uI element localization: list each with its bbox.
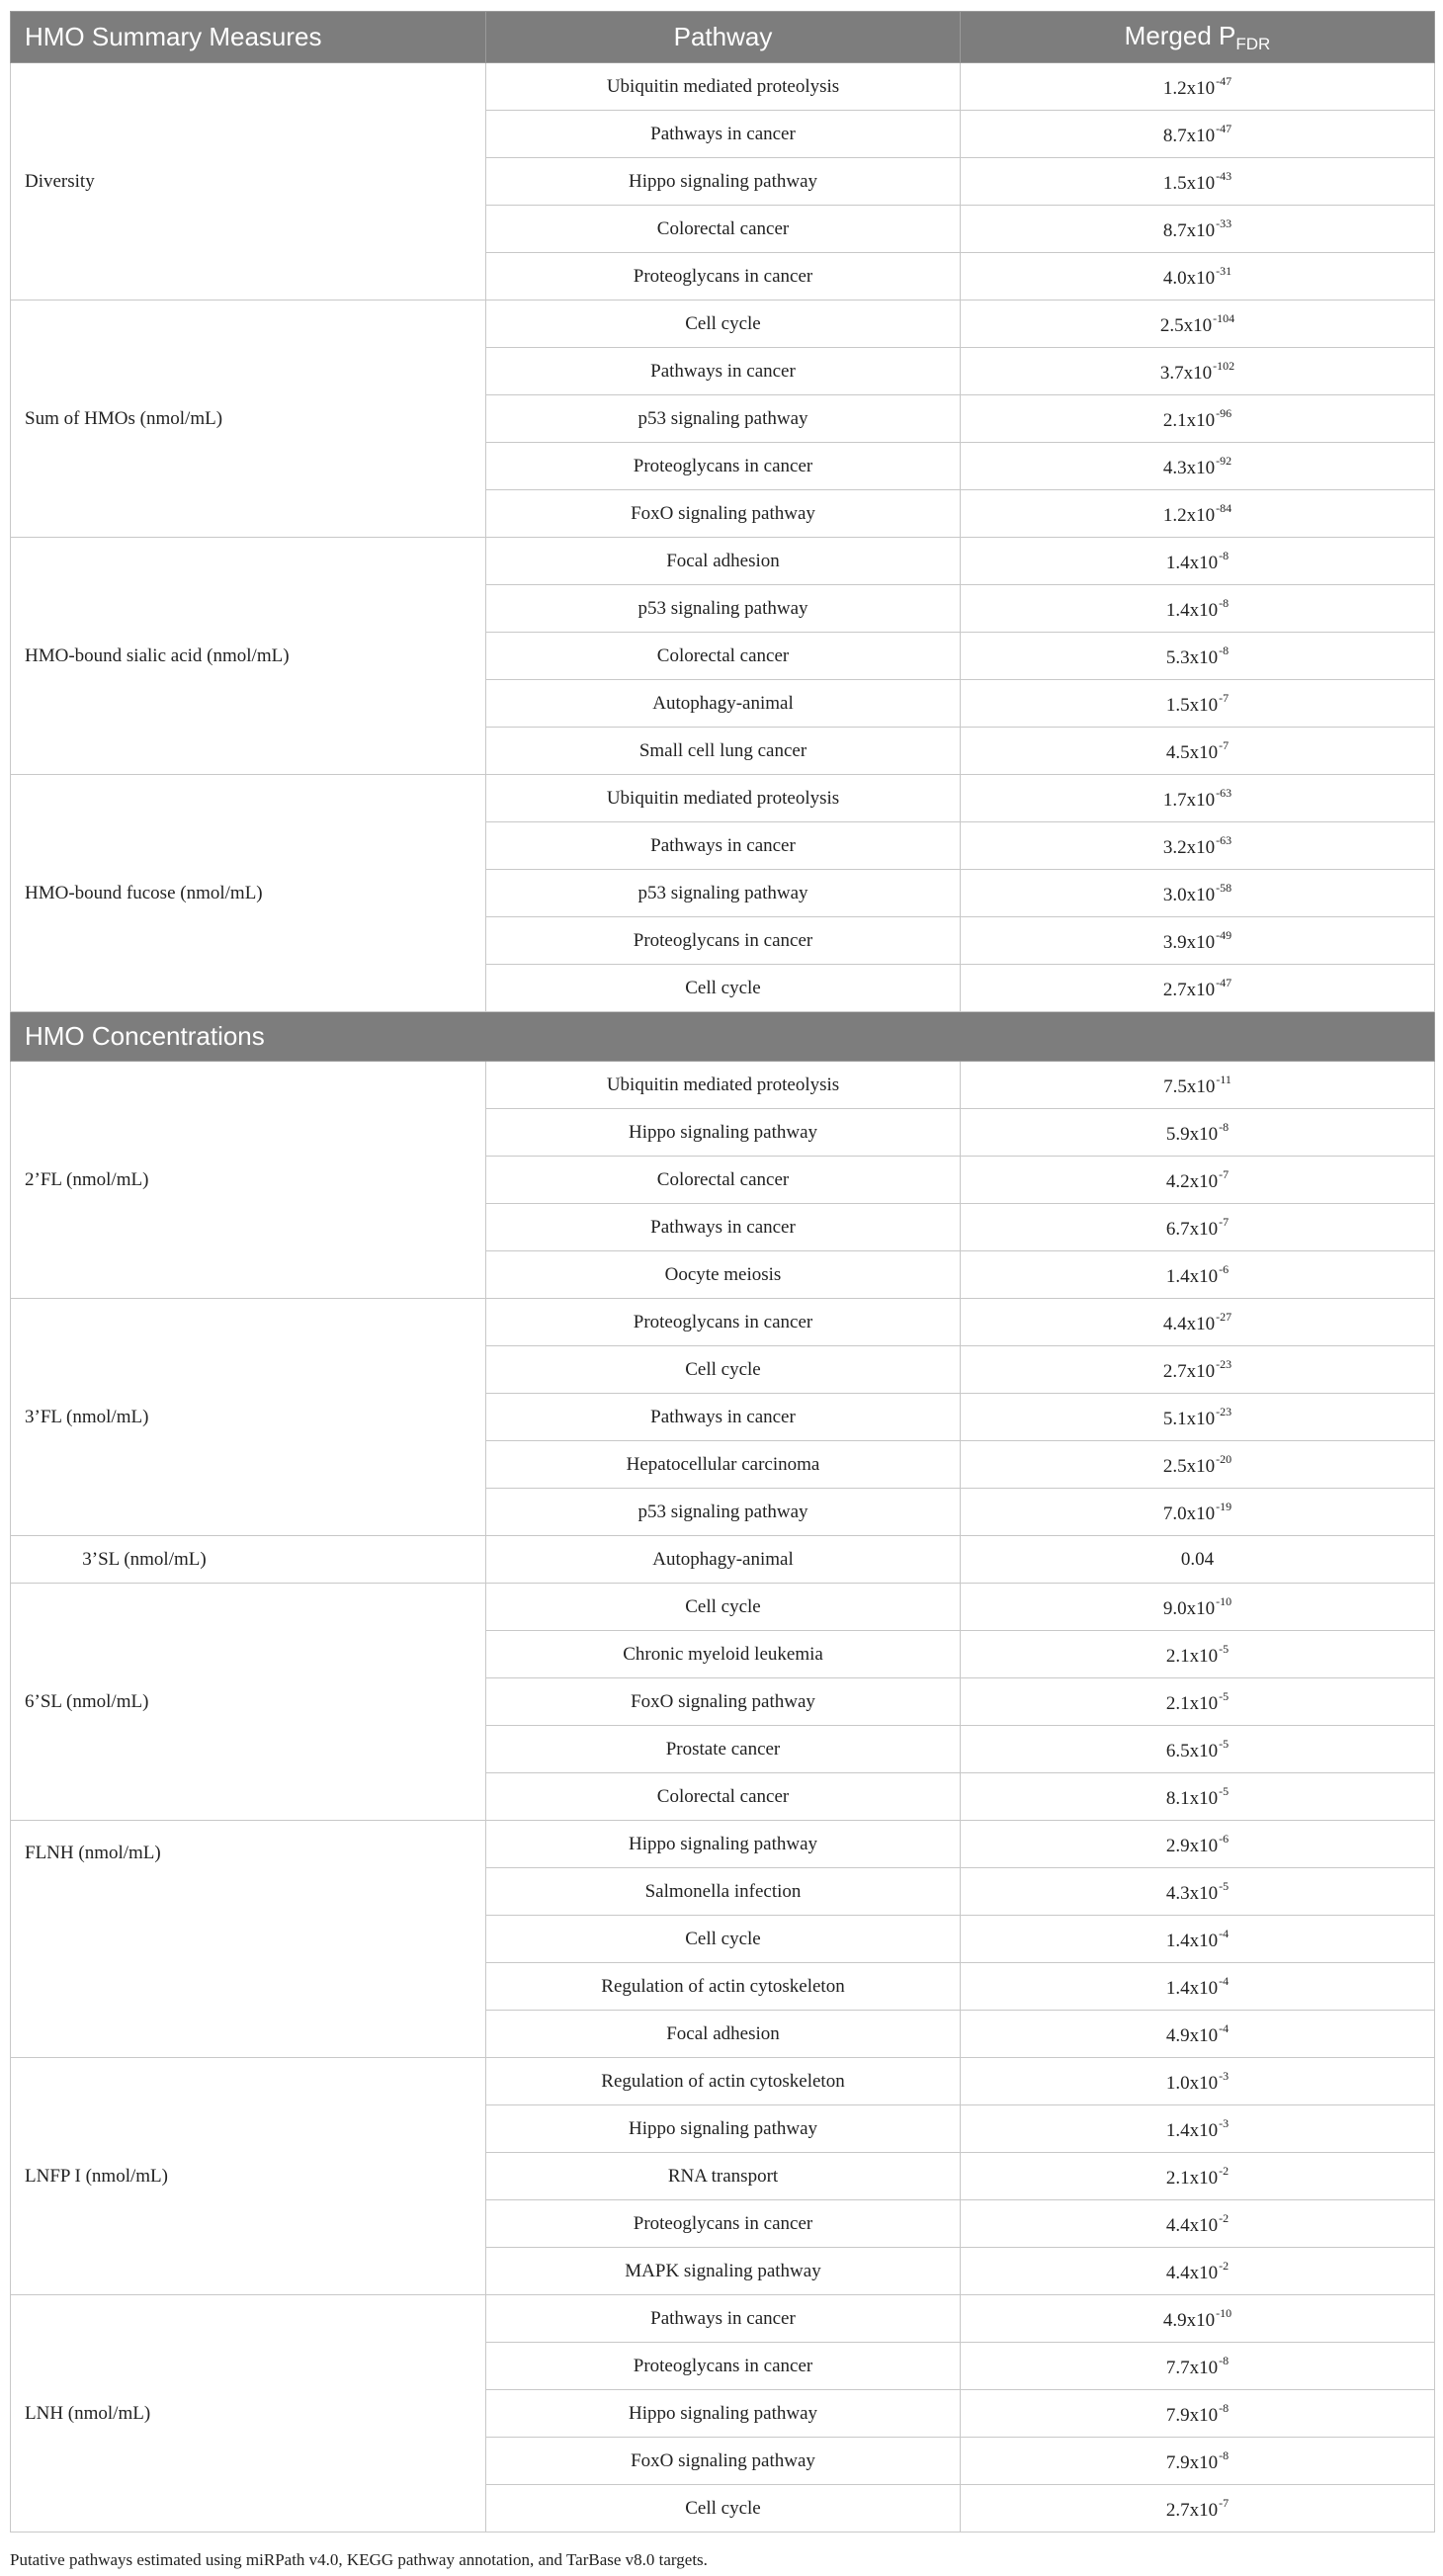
summary-measure-cell: Sum of HMOs (nmol/mL) bbox=[11, 301, 486, 538]
p-value-cell bbox=[961, 680, 1435, 728]
p-value-exponent: -8 bbox=[1219, 1119, 1230, 1134]
pathway-cell: p53 signaling pathway bbox=[486, 870, 961, 917]
p-value-cell bbox=[961, 158, 1435, 206]
p-value-mantissa: 6.7x10 bbox=[1165, 1218, 1219, 1240]
pathway-cell: Hepatocellular carcinoma bbox=[486, 1441, 961, 1489]
p-value-mantissa: 4.3x10 bbox=[1165, 1882, 1219, 1904]
p-value-mantissa: 8.7x10 bbox=[1162, 125, 1216, 146]
pathway-cell: MAPK signaling pathway bbox=[486, 2248, 961, 2295]
summary-measure-cell: 2’FL (nmol/mL) bbox=[11, 1062, 486, 1299]
p-value-mantissa: 1.4x10 bbox=[1165, 1930, 1219, 1951]
p-value-cell bbox=[961, 2105, 1435, 2153]
p-value-cell bbox=[961, 1204, 1435, 1251]
p-value-exponent: -6 bbox=[1219, 1831, 1230, 1846]
p-value-cell bbox=[961, 395, 1435, 443]
table-row bbox=[11, 301, 1435, 348]
p-value-mantissa: 8.7x10 bbox=[1162, 219, 1216, 241]
p-value-cell bbox=[961, 917, 1435, 965]
p-value-cell bbox=[961, 1821, 1435, 1868]
p-value-cell bbox=[961, 1726, 1435, 1773]
p-value-cell bbox=[961, 2248, 1435, 2295]
p-value-exponent: -104 bbox=[1213, 310, 1235, 325]
p-value-exponent: -8 bbox=[1219, 643, 1230, 657]
p-value-mantissa: 7.5x10 bbox=[1163, 1075, 1216, 1097]
pathway-cell: Proteoglycans in cancer bbox=[486, 1299, 961, 1346]
pathway-cell: FoxO signaling pathway bbox=[486, 2438, 961, 2485]
p-value-mantissa: 2.9x10 bbox=[1165, 1835, 1219, 1856]
pathway-cell: Cell cycle bbox=[486, 1584, 961, 1631]
p-value-cell bbox=[961, 1489, 1435, 1536]
p-value-cell bbox=[961, 2485, 1435, 2533]
p-value-cell bbox=[961, 1631, 1435, 1678]
table-footnote: Putative pathways estimated using miRPath v4.0, KEGG pathway annotation, and TarBase v8.0 targets. bbox=[10, 2550, 708, 2569]
summary-measure-cell: LNFP I (nmol/mL) bbox=[11, 2058, 486, 2295]
summary-measure-cell: LNH (nmol/mL) bbox=[11, 2295, 486, 2533]
p-value-mantissa: 1.4x10 bbox=[1165, 552, 1219, 573]
pathway-cell: Chronic myeloid leukemia bbox=[486, 1631, 961, 1678]
pathway-cell: Proteoglycans in cancer bbox=[486, 253, 961, 301]
p-value-cell bbox=[961, 775, 1435, 822]
p-value-cell bbox=[961, 728, 1435, 775]
pathway-cell: Focal adhesion bbox=[486, 538, 961, 585]
pathway-cell: Hippo signaling pathway bbox=[486, 2105, 961, 2153]
header-fdr-subscript: FDR bbox=[1235, 34, 1271, 53]
p-value-mantissa: 4.0x10 bbox=[1162, 267, 1216, 289]
p-value-cell bbox=[961, 2343, 1435, 2390]
p-value-cell bbox=[961, 1678, 1435, 1726]
table-row bbox=[11, 2058, 1435, 2105]
table-header-row bbox=[11, 12, 1435, 63]
p-value-cell bbox=[961, 63, 1435, 111]
p-value-exponent: -92 bbox=[1216, 453, 1232, 468]
pathway-cell: Proteoglycans in cancer bbox=[486, 2200, 961, 2248]
p-value-cell bbox=[961, 633, 1435, 680]
p-value-cell bbox=[961, 2390, 1435, 2438]
p-value-cell bbox=[961, 2295, 1435, 2343]
p-value-exponent: -8 bbox=[1219, 2447, 1230, 2462]
p-value-cell bbox=[961, 1157, 1435, 1204]
header-merged-p-fdr bbox=[961, 12, 1435, 63]
pathway-cell: Salmonella infection bbox=[486, 1868, 961, 1916]
section-header-row bbox=[11, 1012, 1435, 1062]
header-hmo-summary-measures: HMO Summary Measures bbox=[11, 12, 486, 63]
p-value-mantissa: 3.9x10 bbox=[1162, 931, 1216, 953]
p-value-exponent: -5 bbox=[1219, 1641, 1230, 1656]
p-value-exponent: -10 bbox=[1216, 2305, 1232, 2320]
p-value-cell bbox=[961, 1441, 1435, 1489]
p-value-mantissa: 8.1x10 bbox=[1165, 1787, 1219, 1809]
table-row bbox=[11, 63, 1435, 111]
p-value-exponent: -4 bbox=[1219, 1926, 1230, 1940]
p-value-mantissa: 1.2x10 bbox=[1162, 504, 1216, 526]
p-value-cell bbox=[961, 111, 1435, 158]
p-value-mantissa: 3.0x10 bbox=[1162, 884, 1216, 905]
p-value-mantissa: 1.2x10 bbox=[1162, 77, 1216, 99]
p-value-exponent: -5 bbox=[1219, 1688, 1230, 1703]
p-value-mantissa: 3.2x10 bbox=[1162, 836, 1216, 858]
pathway-cell: FoxO signaling pathway bbox=[486, 490, 961, 538]
p-value-cell bbox=[961, 1868, 1435, 1916]
p-value-mantissa: 2.7x10 bbox=[1162, 979, 1216, 1000]
p-value-mantissa: 2.1x10 bbox=[1165, 1645, 1219, 1667]
p-value-cell bbox=[961, 2438, 1435, 2485]
p-value-mantissa: 1.5x10 bbox=[1165, 694, 1219, 716]
p-value-exponent: -96 bbox=[1216, 405, 1232, 420]
p-value-exponent: -2 bbox=[1219, 2210, 1230, 2225]
p-value-cell bbox=[961, 1109, 1435, 1157]
pathway-cell: Pathways in cancer bbox=[486, 111, 961, 158]
p-value-mantissa: 9.0x10 bbox=[1162, 1597, 1216, 1619]
p-value-mantissa: 3.7x10 bbox=[1159, 362, 1213, 384]
p-value-cell bbox=[961, 1299, 1435, 1346]
p-value-exponent: -49 bbox=[1216, 927, 1232, 942]
p-value-mantissa: 4.9x10 bbox=[1162, 2309, 1216, 2331]
p-value-mantissa: 6.5x10 bbox=[1165, 1740, 1219, 1761]
pathway-cell: Colorectal cancer bbox=[486, 633, 961, 680]
p-value-exponent: -8 bbox=[1219, 2353, 1230, 2367]
pathway-cell: Hippo signaling pathway bbox=[486, 1821, 961, 1868]
p-value-exponent: -20 bbox=[1216, 1451, 1232, 1466]
p-value-mantissa: 1.5x10 bbox=[1162, 172, 1216, 194]
p-value-exponent: -19 bbox=[1216, 1499, 1232, 1513]
p-value-cell bbox=[961, 301, 1435, 348]
summary-measure-cell: 6’SL (nmol/mL) bbox=[11, 1584, 486, 1821]
pathway-cell: Autophagy-animal bbox=[486, 1536, 961, 1584]
table-row bbox=[11, 1062, 1435, 1109]
p-value-cell bbox=[961, 870, 1435, 917]
p-value-mantissa: 1.0x10 bbox=[1165, 2072, 1219, 2094]
p-value-cell bbox=[961, 538, 1435, 585]
p-value-cell bbox=[961, 1773, 1435, 1821]
pathway-cell: Cell cycle bbox=[486, 2485, 961, 2533]
p-value-exponent: -7 bbox=[1219, 1214, 1230, 1229]
pathway-cell: Pathways in cancer bbox=[486, 2295, 961, 2343]
p-value-exponent: -4 bbox=[1219, 2020, 1230, 2035]
p-value-exponent: -6 bbox=[1219, 1261, 1230, 1276]
p-value-mantissa: 2.1x10 bbox=[1162, 409, 1216, 431]
pathway-cell: Proteoglycans in cancer bbox=[486, 917, 961, 965]
pathway-cell: Ubiquitin mediated proteolysis bbox=[486, 1062, 961, 1109]
header-merged-p: Merged P bbox=[1124, 20, 1236, 50]
summary-measure-cell: HMO-bound sialic acid (nmol/mL) bbox=[11, 538, 486, 775]
p-value-exponent: -4 bbox=[1219, 1973, 1230, 1988]
pathway-cell: Ubiquitin mediated proteolysis bbox=[486, 63, 961, 111]
p-value-exponent: -63 bbox=[1216, 785, 1232, 800]
p-value-cell bbox=[961, 1346, 1435, 1394]
pathway-table bbox=[10, 11, 1435, 2533]
p-value-cell bbox=[961, 2153, 1435, 2200]
p-value-mantissa: 1.4x10 bbox=[1165, 599, 1219, 621]
p-value-cell bbox=[961, 206, 1435, 253]
pathway-cell: Cell cycle bbox=[486, 965, 961, 1012]
p-value-cell bbox=[961, 965, 1435, 1012]
p-value-cell bbox=[961, 1584, 1435, 1631]
p-value-mantissa: 2.5x10 bbox=[1162, 1455, 1216, 1477]
p-value-mantissa: 2.7x10 bbox=[1162, 1360, 1216, 1382]
results-table-container bbox=[10, 11, 1434, 2533]
p-value-exponent: -23 bbox=[1216, 1404, 1232, 1418]
pathway-cell: p53 signaling pathway bbox=[486, 395, 961, 443]
p-value-exponent: -43 bbox=[1216, 168, 1232, 183]
p-value-exponent: -11 bbox=[1216, 1072, 1231, 1086]
header-pathway: Pathway bbox=[486, 12, 961, 63]
pathway-cell: Pathways in cancer bbox=[486, 348, 961, 395]
p-value-exponent: -31 bbox=[1216, 263, 1232, 278]
pathway-cell: Cell cycle bbox=[486, 1346, 961, 1394]
p-value-cell bbox=[961, 1251, 1435, 1299]
p-value-exponent: -33 bbox=[1216, 215, 1232, 230]
p-value-cell bbox=[961, 2058, 1435, 2105]
table-row bbox=[11, 775, 1435, 822]
p-value-exponent: -27 bbox=[1216, 1309, 1232, 1324]
pathway-cell: FoxO signaling pathway bbox=[486, 1678, 961, 1726]
p-value-mantissa: 1.7x10 bbox=[1162, 789, 1216, 811]
p-value-cell bbox=[961, 2011, 1435, 2058]
pathway-cell: p53 signaling pathway bbox=[486, 585, 961, 633]
pathway-cell: Focal adhesion bbox=[486, 2011, 961, 2058]
p-value-exponent: -3 bbox=[1219, 2068, 1230, 2083]
pathway-cell: Cell cycle bbox=[486, 1916, 961, 1963]
p-value-mantissa: 7.9x10 bbox=[1165, 2451, 1219, 2473]
p-value-cell bbox=[961, 1062, 1435, 1109]
p-value-exponent: -2 bbox=[1219, 2163, 1230, 2178]
p-value-exponent: -8 bbox=[1219, 2400, 1230, 2415]
pathway-cell: Pathways in cancer bbox=[486, 822, 961, 870]
p-value-exponent: -7 bbox=[1219, 2495, 1230, 2510]
p-value-mantissa: 5.1x10 bbox=[1162, 1408, 1216, 1429]
p-value-cell bbox=[961, 490, 1435, 538]
pathway-cell: Proteoglycans in cancer bbox=[486, 2343, 961, 2390]
p-value-exponent: -8 bbox=[1219, 548, 1230, 562]
pathway-cell: Hippo signaling pathway bbox=[486, 1109, 961, 1157]
summary-measure-cell: 3’SL (nmol/mL) bbox=[11, 1536, 486, 1584]
p-value-exponent: -5 bbox=[1219, 1878, 1230, 1893]
pathway-cell: Pathways in cancer bbox=[486, 1394, 961, 1441]
p-value-mantissa: 5.3x10 bbox=[1165, 646, 1219, 668]
p-value-exponent: -47 bbox=[1216, 975, 1232, 989]
pathway-cell: Hippo signaling pathway bbox=[486, 2390, 961, 2438]
table-row bbox=[11, 538, 1435, 585]
pathway-cell: Colorectal cancer bbox=[486, 1773, 961, 1821]
p-value-cell bbox=[961, 1394, 1435, 1441]
p-value-exponent: -7 bbox=[1219, 1166, 1230, 1181]
p-value-cell bbox=[961, 2200, 1435, 2248]
p-value-exponent: -10 bbox=[1216, 1593, 1232, 1608]
p-value-cell bbox=[961, 585, 1435, 633]
p-value-mantissa: 2.1x10 bbox=[1165, 2167, 1219, 2189]
p-value-exponent: -7 bbox=[1219, 737, 1230, 752]
p-value-mantissa: 2.5x10 bbox=[1159, 314, 1213, 336]
p-value-exponent: -8 bbox=[1219, 595, 1230, 610]
pathway-cell: Oocyte meiosis bbox=[486, 1251, 961, 1299]
p-value-mantissa: 1.4x10 bbox=[1165, 1265, 1219, 1287]
pathway-cell: Colorectal cancer bbox=[486, 1157, 961, 1204]
pathway-cell: Hippo signaling pathway bbox=[486, 158, 961, 206]
pathway-cell: p53 signaling pathway bbox=[486, 1489, 961, 1536]
p-value-cell bbox=[961, 1963, 1435, 2011]
pathway-cell: Autophagy-animal bbox=[486, 680, 961, 728]
pathway-cell: Colorectal cancer bbox=[486, 206, 961, 253]
pathway-cell: Regulation of actin cytoskeleton bbox=[486, 2058, 961, 2105]
p-value-exponent: -7 bbox=[1219, 690, 1230, 705]
p-value-cell bbox=[961, 1536, 1435, 1584]
pathway-cell: Cell cycle bbox=[486, 301, 961, 348]
p-value-mantissa: 4.4x10 bbox=[1162, 1313, 1216, 1334]
table-row bbox=[11, 1536, 1435, 1584]
table-row bbox=[11, 1821, 1435, 1868]
p-value-cell bbox=[961, 1916, 1435, 1963]
p-value-exponent: -23 bbox=[1216, 1356, 1232, 1371]
p-value-cell bbox=[961, 253, 1435, 301]
p-value-mantissa: 4.9x10 bbox=[1165, 2024, 1219, 2046]
p-value-exponent: -63 bbox=[1216, 832, 1232, 847]
p-value-mantissa: 1.4x10 bbox=[1165, 2119, 1219, 2141]
table-body bbox=[11, 63, 1435, 2533]
table-row bbox=[11, 1299, 1435, 1346]
p-value-exponent: -5 bbox=[1219, 1783, 1230, 1798]
table-row bbox=[11, 1584, 1435, 1631]
p-value-mantissa: 5.9x10 bbox=[1165, 1123, 1219, 1145]
p-value-exponent: -47 bbox=[1216, 73, 1232, 88]
p-value-exponent: -58 bbox=[1216, 880, 1232, 895]
table-row bbox=[11, 2295, 1435, 2343]
p-value-exponent: -2 bbox=[1219, 2258, 1230, 2273]
p-value-mantissa: 7.9x10 bbox=[1165, 2404, 1219, 2426]
summary-measure-cell: FLNH (nmol/mL) bbox=[11, 1821, 486, 2058]
p-value-mantissa: 1.4x10 bbox=[1165, 1977, 1219, 1999]
p-value-mantissa: 7.0x10 bbox=[1162, 1503, 1216, 1524]
summary-measure-cell: HMO-bound fucose (nmol/mL) bbox=[11, 775, 486, 1012]
pathway-cell: Pathways in cancer bbox=[486, 1204, 961, 1251]
p-value-exponent: -3 bbox=[1219, 2115, 1230, 2130]
p-value-cell bbox=[961, 822, 1435, 870]
p-value-exponent: -5 bbox=[1219, 1736, 1230, 1751]
p-value-exponent: -47 bbox=[1216, 121, 1232, 135]
p-value-mantissa: 7.7x10 bbox=[1165, 2357, 1219, 2378]
p-value-mantissa: 2.7x10 bbox=[1165, 2499, 1219, 2521]
p-value-mantissa: 4.5x10 bbox=[1165, 741, 1219, 763]
pathway-cell: Prostate cancer bbox=[486, 1726, 961, 1773]
section-title: HMO Concentrations bbox=[11, 1012, 1435, 1062]
p-value-mantissa: 4.3x10 bbox=[1162, 457, 1216, 478]
summary-measure-cell: 3’FL (nmol/mL) bbox=[11, 1299, 486, 1536]
p-value-mantissa: 0.04 bbox=[1180, 1548, 1215, 1570]
p-value-exponent: -84 bbox=[1216, 500, 1232, 515]
p-value-cell bbox=[961, 348, 1435, 395]
pathway-cell: Proteoglycans in cancer bbox=[486, 443, 961, 490]
p-value-mantissa: 4.4x10 bbox=[1165, 2214, 1219, 2236]
p-value-mantissa: 4.4x10 bbox=[1165, 2262, 1219, 2283]
summary-measure-cell: Diversity bbox=[11, 63, 486, 301]
pathway-cell: Small cell lung cancer bbox=[486, 728, 961, 775]
p-value-mantissa: 2.1x10 bbox=[1165, 1692, 1219, 1714]
p-value-exponent: -102 bbox=[1213, 358, 1235, 373]
p-value-mantissa: 4.2x10 bbox=[1165, 1170, 1219, 1192]
pathway-cell: Ubiquitin mediated proteolysis bbox=[486, 775, 961, 822]
p-value-cell bbox=[961, 443, 1435, 490]
pathway-cell: RNA transport bbox=[486, 2153, 961, 2200]
pathway-cell: Regulation of actin cytoskeleton bbox=[486, 1963, 961, 2011]
